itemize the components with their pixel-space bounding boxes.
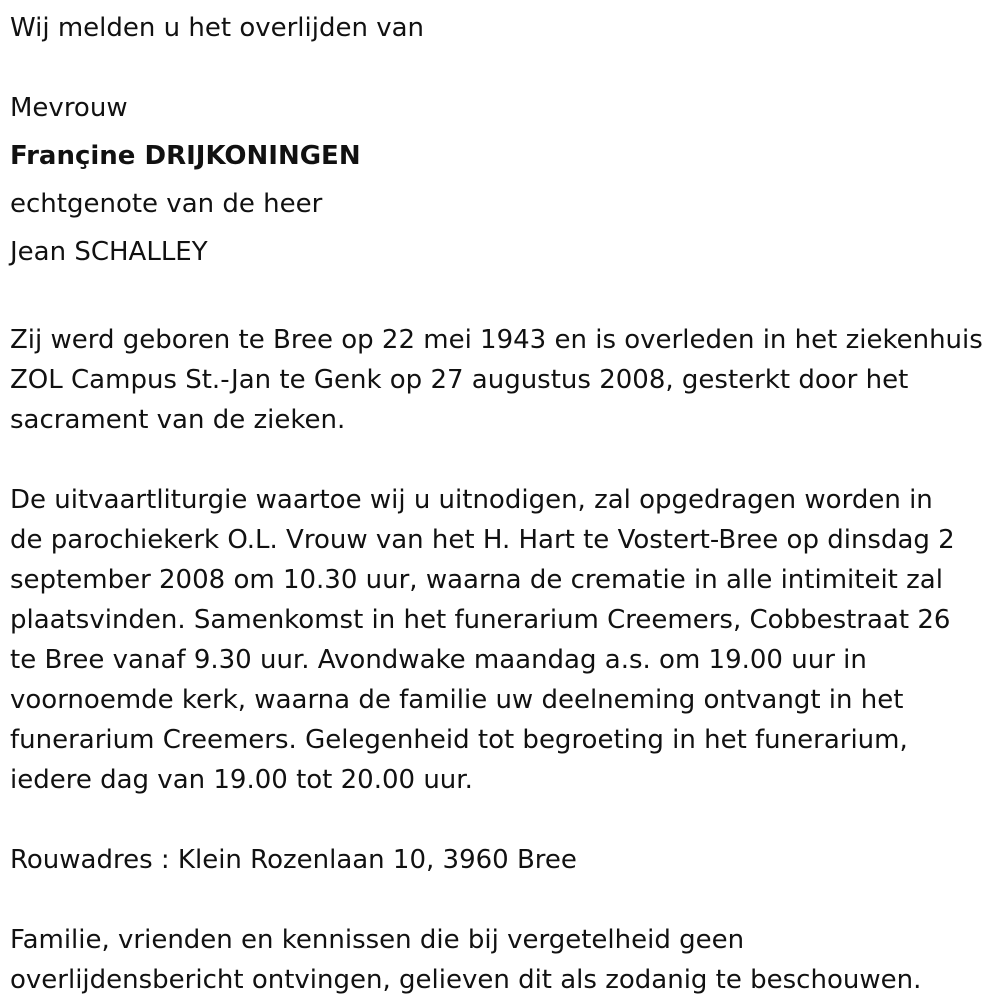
paragraph-line: plaatsvinden. Samenkomst in het funerarium Creemers, Cobbestraat 26	[10, 605, 951, 635]
funeral-paragraph	[10, 480, 995, 800]
paragraph-line: de parochiekerk O.L. Vrouw van het H. Hart te Vostert-Bree op dinsdag 2	[10, 525, 955, 555]
paragraph-line: funerarium Creemers. Gelegenheid tot begroeting in het funerarium,	[10, 725, 908, 755]
salutation: Mevrouw	[10, 93, 128, 123]
spouse-name: Jean SCHALLEY	[10, 237, 208, 267]
death-notice	[10, 4, 995, 1000]
closing-paragraph	[10, 920, 995, 1000]
relation-text: echtgenote van de heer	[10, 189, 323, 219]
paragraph-line: Zij werd geboren te Bree op 22 mei 1943 en is overleden in het ziekenhuis	[10, 325, 983, 355]
paragraph-line: september 2008 om 10.30 uur, waarna de crematie in alle intimiteit zal	[10, 565, 943, 595]
paragraph-line: voornoemde kerk, waarna de familie uw deelneming ontvangt in het	[10, 685, 904, 715]
paragraph-line: ZOL Campus St.-Jan te Genk op 27 augustus 2008, gesterkt door het	[10, 365, 909, 395]
paragraph-line: te Bree vanaf 9.30 uur. Avondwake maandag a.s. om 19.00 uur in	[10, 645, 867, 675]
paragraph-line: iedere dag van 19.00 tot 20.00 uur.	[10, 765, 473, 795]
paragraph-line: De uitvaartliturgie waartoe wij u uitnodigen, zal opgedragen worden in	[10, 485, 933, 515]
deceased-name: Françine DRIJKONINGEN	[10, 141, 361, 171]
intro-text: Wij melden u het overlijden van	[10, 13, 425, 43]
paragraph-line: overlijdensbericht ontvingen, gelieven dit als zodanig te beschouwen.	[10, 965, 922, 995]
paragraph-line: sacrament van de zieken.	[10, 405, 346, 435]
paragraph-line: Familie, vrienden en kennissen die bij vergetelheid geen	[10, 925, 745, 955]
birth-death-paragraph	[10, 320, 995, 440]
mourning-address: Rouwadres : Klein Rozenlaan 10, 3960 Bree	[10, 845, 577, 875]
